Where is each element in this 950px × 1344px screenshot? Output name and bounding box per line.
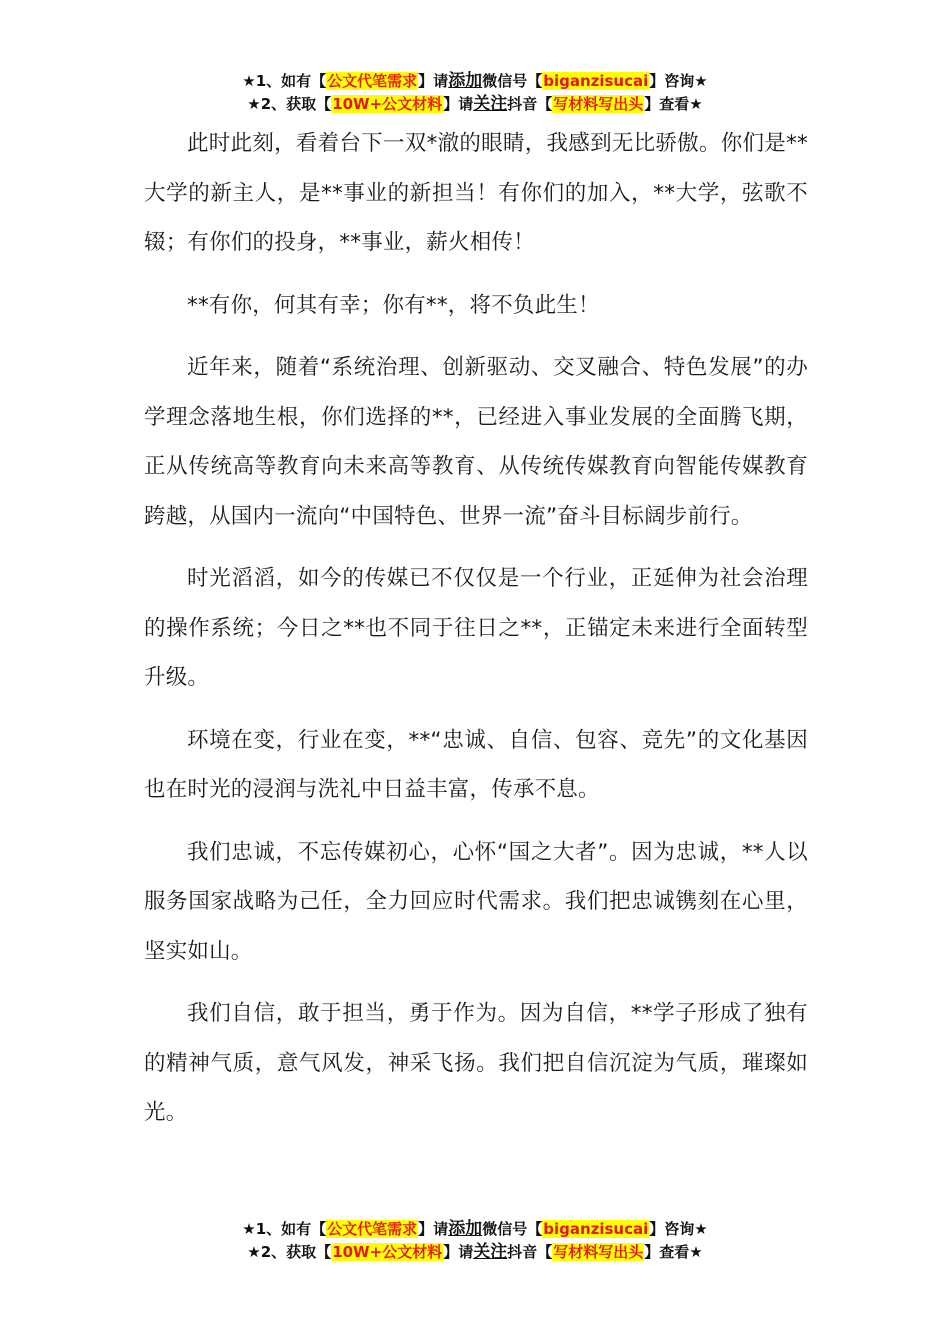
document-body bbox=[144, 119, 808, 1151]
paragraph: 我们忠诚，不忘传媒初心，心怀“国之大者”。因为忠诚，**人以服务国家战略为己任，全力回应时代需求。我们把忠诚镌刻在心里，坚实如山。 bbox=[144, 839, 808, 964]
banner-emphasis: 关注 bbox=[473, 1242, 508, 1262]
paragraph: 近年来，随着“系统治理、创新驱动、交叉融合、特色发展”的办学理念落地生根，你们选择的**，已经进入事业发展的全面腾飞期，正从传统高等教育向未来高等教育、从传统传媒教育向智能传媒教育跨越，从国内一流向“中国特色、世界一流”奋斗目标阔步前行。 bbox=[144, 355, 808, 529]
banner-text: ★2、获取【 bbox=[247, 95, 332, 113]
banner-text: ★2、获取【 bbox=[247, 1243, 332, 1261]
banner-text: 】请 bbox=[418, 1220, 449, 1238]
highlight-wechat-id: biganzisucai bbox=[543, 1220, 649, 1238]
banner-text: 】请 bbox=[443, 1243, 474, 1261]
banner-line-2 bbox=[0, 93, 950, 116]
banner-text: 抖音【 bbox=[507, 95, 553, 113]
banner-emphasis: 添加 bbox=[448, 71, 483, 91]
paragraph: 此时此刻，看着台下一双*澈的眼睛，我感到无比骄傲。你们是**大学的新主人，是**事业的新担当！有你们的加入，**大学，弦歌不辍；有你们的投身，**事业，薪火相传！ bbox=[144, 131, 808, 255]
banner-text: 抖音【 bbox=[507, 1243, 553, 1261]
banner-text: 】查看★ bbox=[644, 1243, 703, 1261]
highlight-wechat-id: biganzisucai bbox=[543, 72, 649, 90]
banner-emphasis: 添加 bbox=[448, 1219, 483, 1239]
banner-text: 】请 bbox=[418, 72, 449, 90]
banner-text: 】查看★ bbox=[644, 95, 703, 113]
banner-text: 微信号【 bbox=[482, 72, 543, 90]
banner-text: 】请 bbox=[443, 95, 474, 113]
banner-text: 】咨询★ bbox=[649, 1220, 708, 1238]
banner-text: ★1、如有【 bbox=[242, 72, 327, 90]
banner-text: 微信号【 bbox=[482, 1220, 543, 1238]
banner-emphasis: 关注 bbox=[473, 94, 508, 114]
paragraph: 我们自信，敢于担当，勇于作为。因为自信，**学子形成了独有的精神气质，意气风发，神采飞扬。我们把自信沉淀为气质，璀璨如光。 bbox=[144, 1001, 808, 1125]
highlight-douyin-account: 写材料写出头 bbox=[553, 95, 644, 113]
banner-text: ★1、如有【 bbox=[242, 1220, 327, 1238]
highlight-materials: 10W+公文材料 bbox=[332, 95, 443, 113]
banner-line-1 bbox=[0, 70, 950, 93]
highlight-service: 公文代笔需求 bbox=[327, 1220, 418, 1238]
banner-text: 】咨询★ bbox=[649, 72, 708, 90]
banner-line-2 bbox=[0, 1241, 950, 1264]
header-banner bbox=[0, 70, 950, 116]
highlight-materials: 10W+公文材料 bbox=[332, 1243, 443, 1261]
highlight-service: 公文代笔需求 bbox=[327, 72, 418, 90]
paragraph: **有你，何其有幸；你有**，将不负此生！ bbox=[187, 292, 600, 318]
highlight-douyin-account: 写材料写出头 bbox=[553, 1243, 644, 1261]
footer-banner bbox=[0, 1218, 950, 1264]
banner-line-1 bbox=[0, 1218, 950, 1241]
paragraph: 环境在变，行业在变，**“忠诚、自信、包容、竞先”的文化基因也在时光的浸润与洗礼中日益丰富，传承不息。 bbox=[144, 727, 808, 802]
paragraph: 时光滔滔，如今的传媒已不仅仅是一个行业，正延伸为社会治理的操作系统；今日之**也不同于往日之**，正锚定未来进行全面转型升级。 bbox=[144, 566, 808, 690]
